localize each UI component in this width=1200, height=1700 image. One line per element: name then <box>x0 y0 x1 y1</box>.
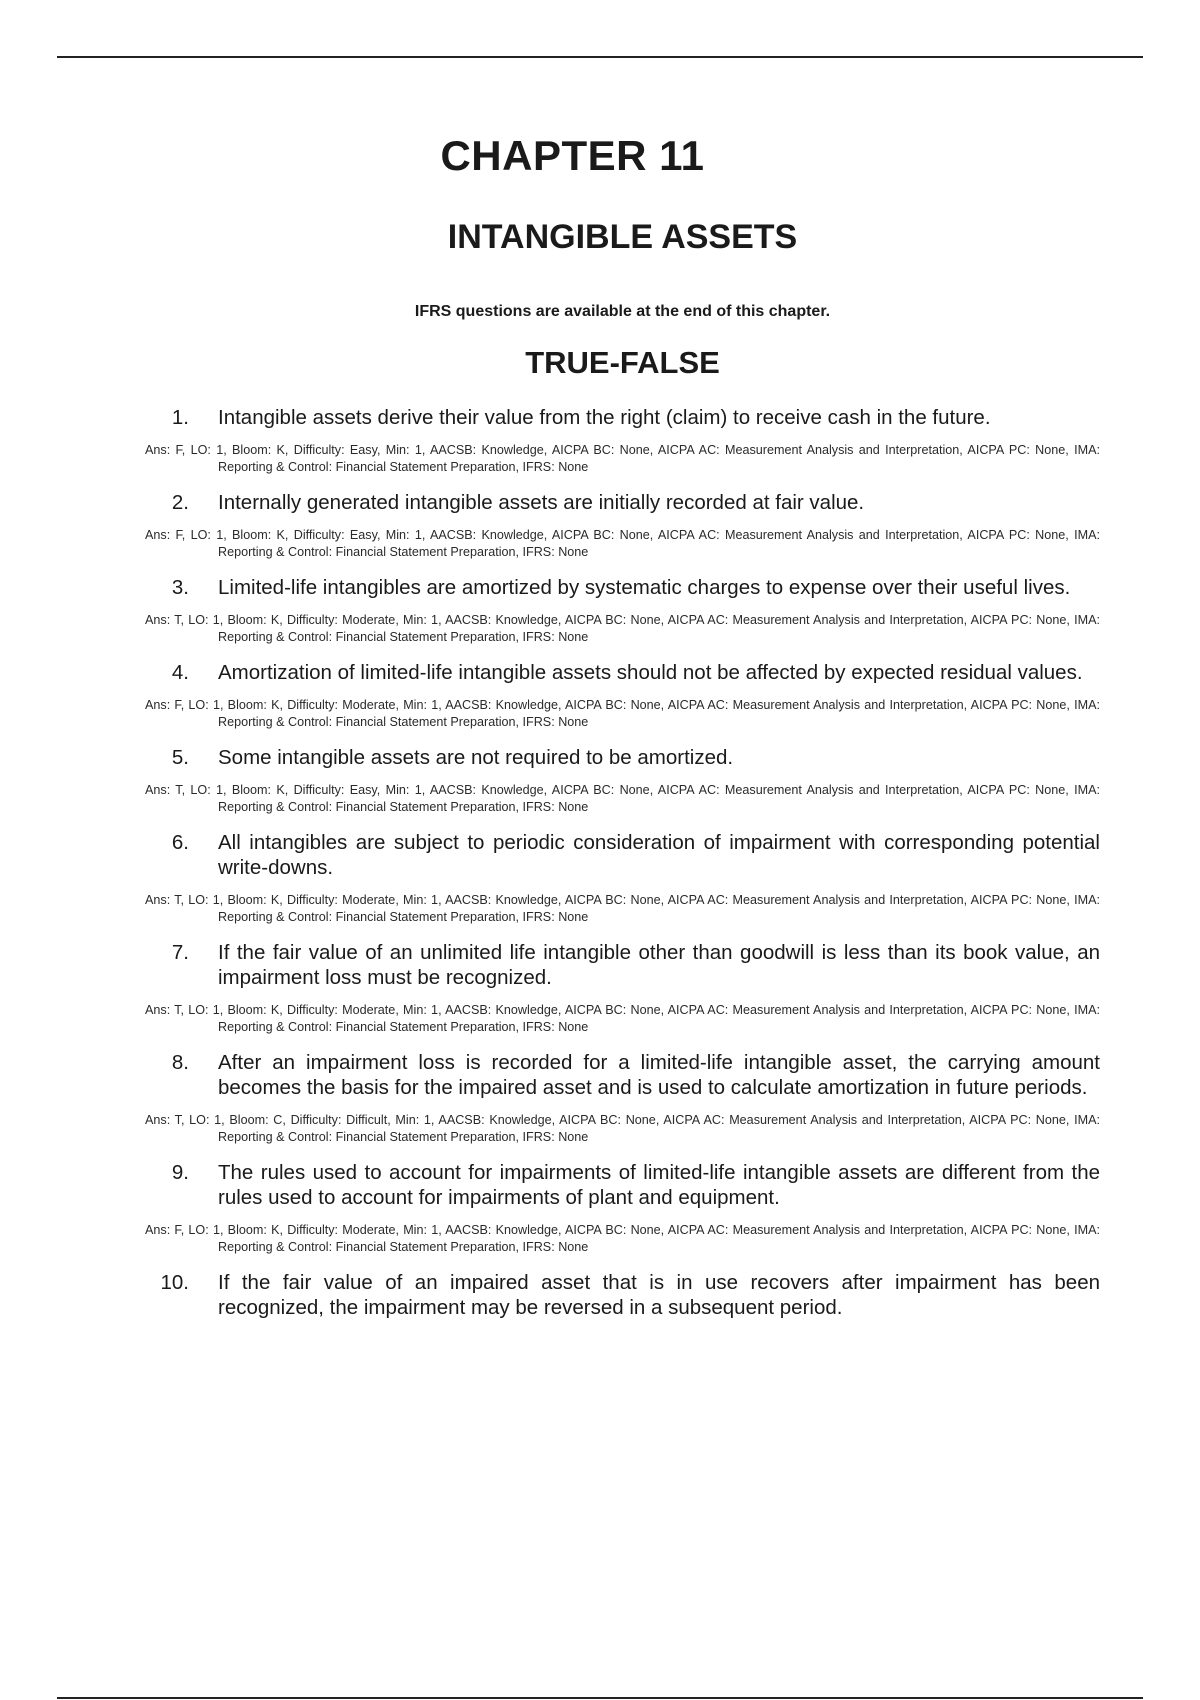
question-text: Some intangible assets are not required to be amortized. <box>218 746 734 769</box>
question-number: 4. <box>171 661 189 684</box>
question-text: Intangible assets derive their value from the right (claim) to receive cash in the future. <box>218 406 991 429</box>
question-item <box>145 575 1100 646</box>
question-number: 6. <box>171 831 189 854</box>
question-item <box>145 940 1100 1036</box>
question-number: 5. <box>171 746 189 769</box>
question-item <box>145 490 1100 561</box>
section-heading: TRUE-FALSE <box>525 345 720 380</box>
question-list <box>145 405 1100 1320</box>
answer-metadata: Ans: F, LO: 1, Bloom: K, Difficulty: Easy, Min: 1, AACSB: Knowledge, AICPA BC: None, AICPA AC: Measurement Analysis and Interpretation, AICPA PC: None, IMA: Reporting & Control: Financial Statement Preparation, IFRS: None <box>145 443 1100 474</box>
question-number: 3. <box>171 576 189 599</box>
answer-metadata: Ans: F, LO: 1, Bloom: K, Difficulty: Easy, Min: 1, AACSB: Knowledge, AICPA BC: None, AICPA AC: Measurement Analysis and Interpretation, AICPA PC: None, IMA: Reporting & Control: Financial Statement Preparation, IFRS: None <box>145 528 1100 559</box>
question-text: The rules used to account for impairments of limited-life intangible assets are different from the rules used to account for impairments of plant and equipment. <box>218 1161 1100 1209</box>
question-text: Internally generated intangible assets are initially recorded at fair value. <box>218 491 865 514</box>
answer-metadata: Ans: T, LO: 1, Bloom: K, Difficulty: Moderate, Min: 1, AACSB: Knowledge, AICPA BC: None, AICPA AC: Measurement Analysis and Interpretation, AICPA PC: None, IMA: Reporting & Control: Financial Statement Preparation, IFRS: None <box>145 893 1100 924</box>
answer-metadata: Ans: T, LO: 1, Bloom: K, Difficulty: Moderate, Min: 1, AACSB: Knowledge, AICPA BC: None, AICPA AC: Measurement Analysis and Interpretation, AICPA PC: None, IMA: Reporting & Control: Financial Statement Preparation, IFRS: None <box>145 613 1100 644</box>
question-text: If the fair value of an impaired asset that is in use recovers after impairment has been recognized, the impairment may be reversed in a subsequent period. <box>218 1271 1100 1319</box>
question-item <box>145 405 1100 476</box>
question-item <box>145 660 1100 731</box>
question-number: 2. <box>171 491 189 514</box>
answer-metadata: Ans: T, LO: 1, Bloom: C, Difficulty: Difficult, Min: 1, AACSB: Knowledge, AICPA BC: None, AICPA AC: Measurement Analysis and Interpretation, AICPA PC: None, IMA: Reporting & Control: Financial Statement Preparation, IFRS: None <box>145 1113 1100 1144</box>
question-item <box>145 830 1100 926</box>
answer-metadata: Ans: F, LO: 1, Bloom: K, Difficulty: Moderate, Min: 1, AACSB: Knowledge, AICPA BC: None, AICPA AC: Measurement Analysis and Interpretation, AICPA PC: None, IMA: Reporting & Control: Financial Statement Preparation, IFRS: None <box>145 698 1100 729</box>
top-rule <box>57 56 1143 58</box>
question-number: 1. <box>171 406 189 429</box>
question-item <box>145 1050 1100 1146</box>
question-text: Amortization of limited-life intangible assets should not be affected by expected residual values. <box>218 661 1083 684</box>
bottom-rule <box>57 1697 1143 1699</box>
answer-metadata: Ans: T, LO: 1, Bloom: K, Difficulty: Moderate, Min: 1, AACSB: Knowledge, AICPA BC: None, AICPA AC: Measurement Analysis and Interpretation, AICPA PC: None, IMA: Reporting & Control: Financial Statement Preparation, IFRS: None <box>145 1003 1100 1034</box>
question-item <box>145 1160 1100 1256</box>
question-text: If the fair value of an unlimited life intangible other than goodwill is less than its book value, an impairment loss must be recognized. <box>218 941 1100 989</box>
question-text: Limited-life intangibles are amortized by systematic charges to expense over their useful lives. <box>218 576 1071 599</box>
answer-metadata: Ans: F, LO: 1, Bloom: K, Difficulty: Moderate, Min: 1, AACSB: Knowledge, AICPA BC: None, AICPA AC: Measurement Analysis and Interpretation, AICPA PC: None, IMA: Reporting & Control: Financial Statement Preparation, IFRS: None <box>145 1223 1100 1254</box>
chapter-title: INTANGIBLE ASSETS <box>447 218 798 256</box>
answer-metadata: Ans: T, LO: 1, Bloom: K, Difficulty: Easy, Min: 1, AACSB: Knowledge, AICPA BC: None, AICPA AC: Measurement Analysis and Interpretation, AICPA PC: None, IMA: Reporting & Control: Financial Statement Preparation, IFRS: None <box>145 783 1100 814</box>
question-number: 8. <box>171 1051 189 1074</box>
question-text: All intangibles are subject to periodic consideration of impairment with corresponding potential write-downs. <box>218 831 1100 879</box>
chapter-heading: CHAPTER 11 <box>440 132 705 179</box>
question-item <box>145 745 1100 816</box>
question-number: 9. <box>171 1161 189 1184</box>
question-number: 7. <box>171 941 189 964</box>
question-number: 10. <box>160 1271 189 1294</box>
question-item <box>145 1270 1100 1320</box>
question-text: After an impairment loss is recorded for a limited-life intangible asset, the carrying amount becomes the basis for the impaired asset and is used to calculate amortization in future periods. <box>218 1051 1100 1099</box>
ifrs-note: IFRS questions are available at the end of this chapter. <box>414 303 831 320</box>
